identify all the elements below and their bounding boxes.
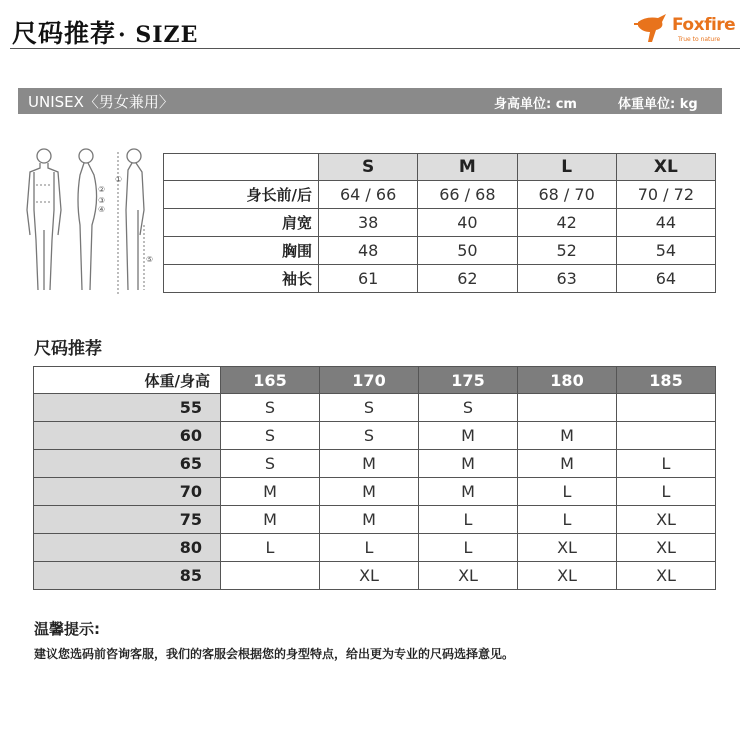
size-cell: L — [518, 506, 617, 534]
size-cell: M — [419, 422, 518, 450]
size-cell: XL — [320, 562, 419, 590]
table-row — [164, 209, 716, 237]
table-row — [34, 394, 716, 422]
size-cell: S — [221, 394, 320, 422]
size-cell: L — [617, 450, 716, 478]
row-label-length: 身长前/后 — [164, 181, 319, 209]
title-text: 尺码推荐 — [12, 19, 117, 48]
table-row — [164, 237, 716, 265]
weight-label: 85 — [34, 562, 221, 590]
fox-icon — [632, 12, 672, 46]
size-cell: L — [617, 478, 716, 506]
size-cell: M — [419, 450, 518, 478]
weight-label: 70 — [34, 478, 221, 506]
size-cell: M — [518, 422, 617, 450]
size-cell: S — [221, 450, 320, 478]
table-cell: 63 — [517, 265, 616, 293]
size-cell: M — [320, 506, 419, 534]
height-col: 180 — [518, 367, 617, 394]
table-row — [164, 265, 716, 293]
recommend-title: 尺码推荐 — [34, 339, 102, 359]
size-cell: XL — [617, 506, 716, 534]
size-cell: M — [221, 478, 320, 506]
table-cell: 62 — [418, 265, 517, 293]
marker-3: ③ — [98, 196, 106, 205]
size-cell: XL — [617, 534, 716, 562]
recommend-header-row — [34, 367, 716, 394]
height-col: 175 — [419, 367, 518, 394]
marker-4: ④ — [98, 205, 106, 214]
size-cell: XL — [617, 562, 716, 590]
size-col-l: L — [517, 154, 616, 181]
table-cell: 61 — [319, 265, 418, 293]
table-cell: 70 / 72 — [616, 181, 715, 209]
size-cell: L — [419, 534, 518, 562]
brand-logo — [632, 12, 742, 46]
weight-label: 65 — [34, 450, 221, 478]
table-row — [34, 450, 716, 478]
size-cell: L — [419, 506, 518, 534]
size-col-m: M — [418, 154, 517, 181]
weight-label: 80 — [34, 534, 221, 562]
table-cell: 48 — [319, 237, 418, 265]
height-col: 170 — [320, 367, 419, 394]
weight-label: 75 — [34, 506, 221, 534]
size-cell: M — [518, 450, 617, 478]
size-cell — [518, 394, 617, 422]
table-row — [34, 422, 716, 450]
table-cell: 40 — [418, 209, 517, 237]
weight-label: 55 — [34, 394, 221, 422]
table-row — [164, 181, 716, 209]
table-cell: 54 — [616, 237, 715, 265]
size-cell: M — [221, 506, 320, 534]
table-cell: 52 — [517, 237, 616, 265]
row-label-sleeve: 袖长 — [164, 265, 319, 293]
table-cell: 44 — [616, 209, 715, 237]
size-col-s: S — [319, 154, 418, 181]
size-cell: M — [320, 450, 419, 478]
height-col: 165 — [221, 367, 320, 394]
marker-1: ① — [115, 175, 123, 184]
size-cell: S — [320, 422, 419, 450]
table-cell: 38 — [319, 209, 418, 237]
weight-label: 60 — [34, 422, 221, 450]
size-cell: M — [320, 478, 419, 506]
unisex-label: UNISEX〈男女兼用〉 — [28, 93, 174, 111]
size-cell: XL — [518, 534, 617, 562]
size-cell: M — [419, 478, 518, 506]
size-cell — [221, 562, 320, 590]
size-cell: S — [419, 394, 518, 422]
marker-2: ② — [98, 185, 106, 194]
tips-title: 温馨提示: — [34, 620, 100, 638]
weight-height-corner: 体重/身高 — [34, 367, 221, 394]
header-divider — [10, 48, 740, 49]
page-title — [12, 14, 198, 50]
size-cell: S — [221, 422, 320, 450]
row-label-shoulder: 肩宽 — [164, 209, 319, 237]
table-row — [34, 534, 716, 562]
table-cell: 50 — [418, 237, 517, 265]
table-row — [34, 562, 716, 590]
size-cell: L — [320, 534, 419, 562]
size-cell: XL — [518, 562, 617, 590]
size-header-blank — [164, 154, 319, 181]
size-col-xl: XL — [616, 154, 715, 181]
table-row — [34, 506, 716, 534]
brand-tagline: True to nature — [678, 36, 721, 43]
height-col: 185 — [617, 367, 716, 394]
size-cell — [617, 394, 716, 422]
size-cell: XL — [419, 562, 518, 590]
brand-name: Foxfire — [672, 15, 736, 35]
table-cell: 64 / 66 — [319, 181, 418, 209]
table-cell: 68 / 70 — [517, 181, 616, 209]
size-table — [163, 153, 716, 293]
size-cell: L — [221, 534, 320, 562]
title-subtitle: · SIZE — [118, 22, 199, 48]
table-cell: 64 — [616, 265, 715, 293]
size-cell: L — [518, 478, 617, 506]
table-cell: 42 — [517, 209, 616, 237]
weight-unit: 体重单位: kg — [618, 97, 698, 112]
marker-5: ⑤ — [146, 255, 154, 264]
recommend-table — [33, 366, 716, 590]
size-header-row — [164, 154, 716, 181]
height-unit: 身高单位: cm — [494, 97, 577, 112]
size-cell: S — [320, 394, 419, 422]
table-row — [34, 478, 716, 506]
unisex-bar — [18, 88, 722, 114]
tips-body: 建议您选码前咨询客服，我们的客服会根据您的身型特点，给出更为专业的尺码选择意见。 — [34, 647, 515, 661]
table-cell: 66 / 68 — [418, 181, 517, 209]
row-label-chest: 胸围 — [164, 237, 319, 265]
body-measurement-figure — [22, 140, 162, 300]
size-cell — [617, 422, 716, 450]
